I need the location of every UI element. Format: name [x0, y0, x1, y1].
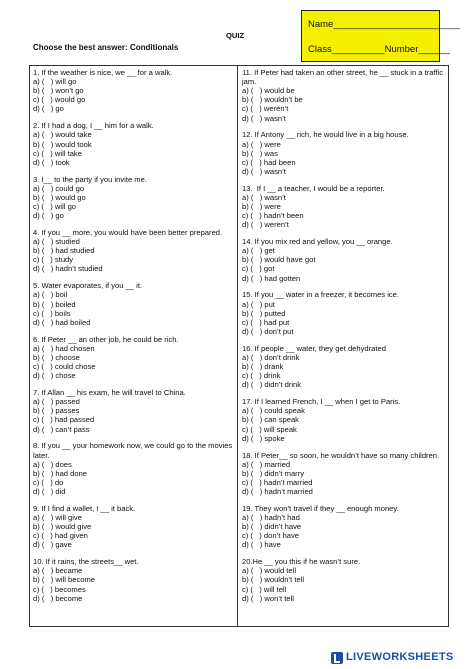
answer-option[interactable]: c) ( ) hadn’t married [242, 477, 313, 487]
question-block [242, 344, 444, 390]
answer-option[interactable]: d) ( ) had boiled [33, 317, 91, 327]
answer-option[interactable]: d) ( ) didn’t drink [242, 380, 302, 390]
question-stem: 6. If Peter __ an other job, he could be rich. [33, 334, 179, 344]
answer-option[interactable]: b) ( ) had done [33, 468, 88, 478]
answer-option[interactable]: b) ( ) would give [33, 522, 92, 532]
answer-option[interactable]: b) ( ) would took [33, 139, 92, 149]
column-divider [237, 65, 238, 627]
answer-option[interactable]: d) ( ) wasn’t [242, 166, 286, 176]
answer-option[interactable]: d) ( ) spoke [242, 433, 285, 443]
question-stem: 16. If people __ water, they get dehydrated [242, 343, 386, 353]
answer-option[interactable]: c) ( ) do [33, 477, 64, 487]
answer-option[interactable]: c) ( ) will go [33, 202, 77, 212]
answer-option[interactable]: c) ( ) had given [33, 531, 88, 541]
answer-option[interactable]: b) ( ) boiled [33, 299, 76, 309]
answer-option[interactable]: b) ( ) putted [242, 308, 286, 318]
answer-option[interactable]: a) ( ) could speak [242, 406, 305, 416]
question-block [33, 335, 233, 381]
answer-option[interactable]: d) ( ) wasn’t [242, 113, 286, 123]
answer-option[interactable]: d) ( ) did [33, 486, 66, 496]
answer-option[interactable]: b) ( ) didn’t have [242, 522, 302, 532]
answer-option[interactable]: b) ( ) would have got [242, 255, 316, 265]
name-line[interactable]: Name________________________ [308, 19, 461, 30]
answer-option[interactable]: c) ( ) becomes [33, 584, 86, 594]
question-stem: 12. If Antony __ rich, he would live in a big house. [242, 130, 409, 140]
question-block [33, 557, 233, 603]
answer-option[interactable]: a) ( ) put [242, 299, 275, 309]
answer-option[interactable]: b) ( ) was [242, 148, 278, 158]
answer-option[interactable]: a) ( ) studied [33, 237, 80, 247]
answer-option[interactable]: c) ( ) drink [242, 371, 281, 381]
answer-option[interactable]: c) ( ) will take [33, 148, 82, 158]
question-stem: 18. If Peter__ so soon, he wouldn’t have so many children. [242, 450, 440, 460]
question-block [242, 184, 444, 230]
question-block [33, 121, 233, 167]
question-block [242, 397, 444, 443]
answer-option[interactable]: a) ( ) will go [33, 77, 77, 87]
right-question-column [242, 68, 444, 611]
question-block [242, 290, 444, 336]
student-info-box [301, 10, 461, 62]
question-block [33, 441, 233, 496]
answer-option[interactable]: b) ( ) passes [33, 406, 80, 416]
answer-option[interactable]: c) ( ) could chose [33, 362, 96, 372]
answer-option[interactable]: d) ( ) don’t put [242, 326, 294, 336]
question-block [242, 451, 444, 497]
answer-option[interactable]: a) ( ) would tell [242, 566, 297, 576]
answer-option[interactable]: c) ( ) had put [242, 317, 290, 327]
answer-option[interactable]: b) ( ) drank [242, 362, 284, 372]
answer-option[interactable]: c) ( ) will speak [242, 424, 297, 434]
question-block [242, 557, 444, 603]
liveworksheets-check-icon [331, 652, 343, 664]
answer-option[interactable]: d) ( ) weren’t [242, 220, 289, 230]
answer-option[interactable]: c) ( ) got [242, 264, 275, 274]
question-block [33, 281, 233, 327]
answer-option[interactable]: a) ( ) boil [33, 290, 68, 300]
answer-option[interactable]: a) ( ) were [242, 139, 281, 149]
answer-option[interactable]: c) ( ) had passed [33, 415, 95, 425]
answer-option[interactable]: c) ( ) study [33, 255, 74, 265]
question-stem: 19. They won’t travel if they __ enough money. [242, 503, 399, 513]
answer-option[interactable]: a) ( ) had chosen [33, 343, 95, 353]
answer-option[interactable]: a) ( ) would take [33, 130, 92, 140]
question-stem: 10. If it rains, the streets__ wet. [33, 557, 139, 567]
answer-option[interactable]: a) ( ) will give [33, 512, 82, 522]
answer-option[interactable]: d) ( ) can’t pass [33, 424, 90, 434]
answer-option[interactable]: b) ( ) choose [33, 352, 80, 362]
answer-option[interactable]: a) ( ) could go [33, 183, 85, 193]
answer-option[interactable]: c) ( ) hadn’t been [242, 211, 304, 221]
question-stem: 8. If you __ your homework now, we could go to the movies later. [33, 441, 235, 460]
answer-option[interactable]: a) ( ) don’t drink [242, 352, 300, 362]
answer-option[interactable]: a) ( ) became [33, 566, 83, 576]
question-stem: 17. If I learned French, I __ when I get to Paris. [242, 397, 401, 407]
answer-option[interactable]: d) ( ) become [33, 593, 83, 603]
question-block [242, 504, 444, 550]
question-block [242, 237, 444, 283]
answer-option[interactable]: d) ( ) gave [33, 540, 72, 550]
quiz-title: QUIZ [226, 31, 245, 40]
answer-option[interactable]: b) ( ) didn’t marry [242, 468, 305, 478]
answer-option[interactable]: b) ( ) will become [33, 575, 96, 585]
question-block [33, 504, 233, 550]
question-block [242, 68, 444, 123]
answer-option[interactable]: c) ( ) weren’t [242, 104, 289, 114]
question-stem: 7. If Allan __ his exam, he will travel to China. [33, 388, 186, 398]
answer-option[interactable]: a) ( ) does [33, 459, 72, 469]
question-stem: 13. If I __ a teacher, I would be a reporter. [242, 183, 385, 193]
question-stem: 2. If I had a dog, I __ him for a walk. [33, 121, 154, 131]
answer-option[interactable]: b) ( ) can speak [242, 415, 299, 425]
footer-brand [331, 651, 454, 664]
answer-option[interactable]: b) ( ) were [242, 202, 281, 212]
answer-option[interactable]: d) ( ) hadn’t married [242, 486, 313, 496]
answer-option[interactable]: d) ( ) won’t tell [242, 593, 294, 603]
answer-option[interactable]: d) ( ) have [242, 540, 281, 550]
question-block [33, 228, 233, 274]
question-stem: 9. If I find a wallet, I __ it back. [33, 503, 136, 513]
brand-name: LIVEWORKSHEETS [346, 651, 454, 663]
question-block [33, 68, 233, 114]
question-stem: 20.He __ you this if he wasn’t sure. [242, 557, 361, 567]
question-block [33, 175, 233, 221]
answer-option[interactable]: c) ( ) don’t have [242, 531, 299, 541]
answer-option[interactable]: d) ( ) had gotten [242, 273, 301, 283]
answer-option[interactable]: c) ( ) will tell [242, 584, 287, 594]
answer-option[interactable]: c) ( ) would go [33, 95, 86, 105]
answer-option[interactable]: d) ( ) chose [33, 371, 76, 381]
answer-option[interactable]: d) ( ) go [33, 104, 64, 114]
instructions: Choose the best answer: Conditionals [33, 43, 179, 52]
answer-option[interactable]: d) ( ) hadn’t studied [33, 264, 103, 274]
left-question-column [33, 68, 233, 611]
answer-option[interactable]: b) ( ) would go [33, 192, 86, 202]
answer-option[interactable]: b) ( ) won’t go [33, 86, 84, 96]
answer-option[interactable]: a) ( ) passed [33, 397, 80, 407]
question-stem: 15. If you __ water in a freezer, it becomes ice. [242, 290, 400, 300]
question-block [33, 388, 233, 434]
question-stem: 1. If the weather is nice, we __ for a walk. [33, 68, 173, 77]
answer-option[interactable]: b) ( ) had studied [33, 246, 95, 256]
answer-option[interactable]: c) ( ) boils [33, 308, 71, 318]
answer-option[interactable]: a) ( ) married [242, 459, 291, 469]
question-stem: 5. Water evaporates, if you __ it. [33, 281, 143, 291]
answer-option[interactable]: b) ( ) wouldn’t tell [242, 575, 305, 585]
question-block [242, 130, 444, 176]
answer-option[interactable]: a) ( ) would be [242, 86, 295, 96]
question-stem: 11. If Peter had taken an other street, he __ stuck in a traffic jam. [242, 68, 446, 87]
question-stem: 3. I__ to the party if you invite me. [33, 174, 147, 184]
class-number-line[interactable]: Class__________Number______ [308, 44, 451, 55]
answer-option[interactable]: a) ( ) wasn’t [242, 192, 286, 202]
answer-option[interactable]: c) ( ) had been [242, 157, 296, 167]
answer-option[interactable]: a) ( ) get [242, 246, 275, 256]
answer-option[interactable]: d) ( ) go [33, 211, 64, 221]
question-stem: 14. If you mix red and yellow, you __ orange. [242, 237, 393, 247]
answer-option[interactable]: d) ( ) took [33, 157, 70, 167]
answer-option[interactable]: a) ( ) hadn’t had [242, 512, 300, 522]
answer-option[interactable]: b) ( ) wouldn’t be [242, 95, 303, 105]
question-stem: 4. If you __ more, you would have been better prepared. [33, 228, 223, 238]
